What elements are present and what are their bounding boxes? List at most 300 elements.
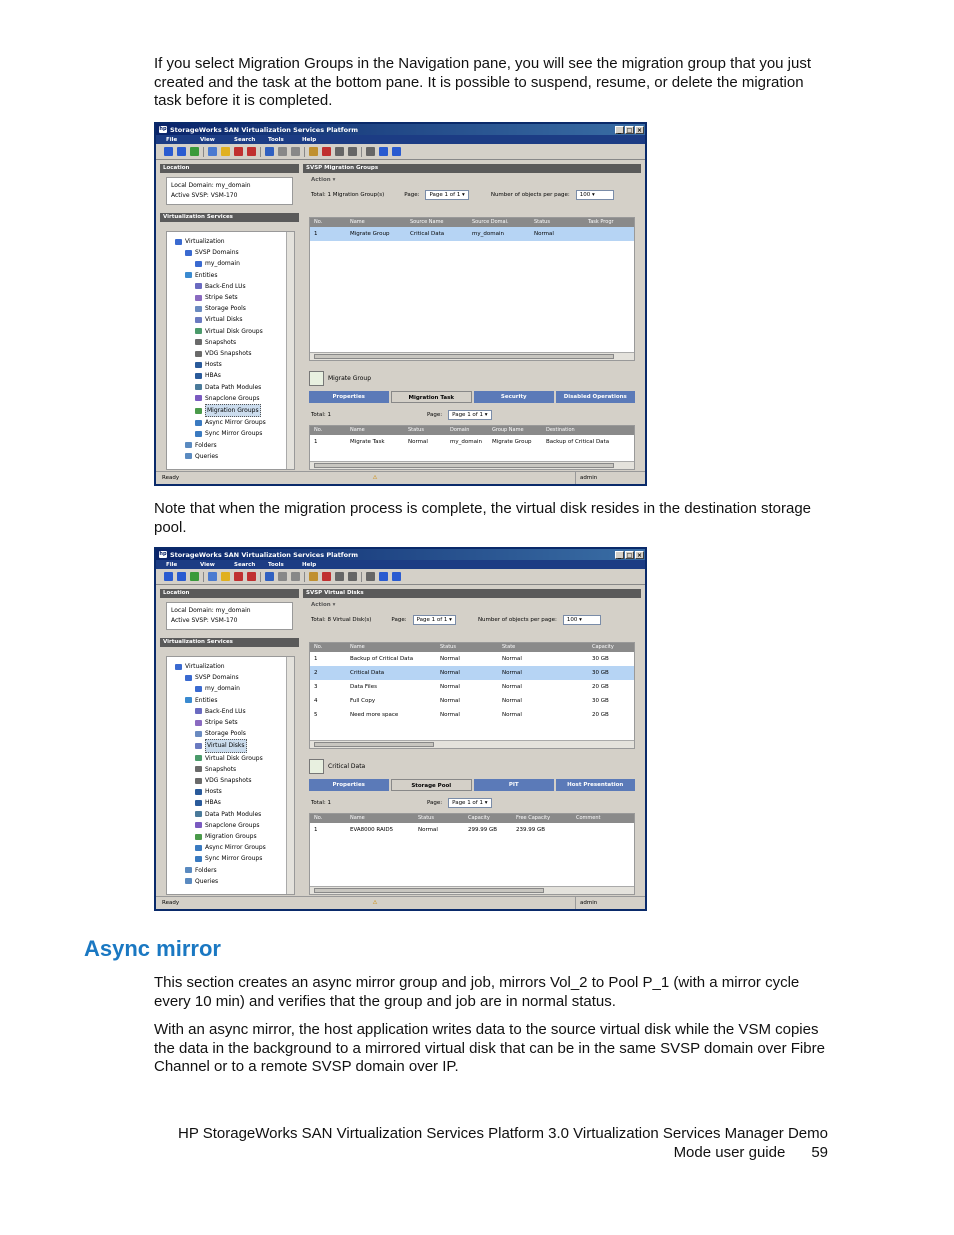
- tree-item[interactable]: [175, 661, 294, 672]
- tree-item[interactable]: [175, 775, 294, 786]
- page-label: Page:: [404, 192, 420, 198]
- per-page-select[interactable]: 100 ▾: [576, 190, 614, 200]
- toolbar-button-icon[interactable]: [309, 572, 318, 581]
- intro-paragraph: If you select Migration Groups in the Navigation pane, you will see the migration group that you just created and the task at the bottom pane. It is possible to suspend, resume, or delete the migration task before it is completed.: [154, 55, 812, 109]
- tree-node-icon: [195, 822, 202, 828]
- detail-title: [309, 371, 371, 386]
- screenshot-virtual-disks: [154, 547, 647, 911]
- virtualization-services-header: Virtualization Services: [160, 638, 299, 647]
- window-titlebar: [156, 549, 645, 560]
- warning-icon: ⚠: [372, 900, 378, 906]
- toolbar-button-icon[interactable]: [278, 572, 287, 581]
- table-cell: 1: [314, 656, 318, 662]
- column-header[interactable]: Name: [350, 427, 365, 433]
- tree-item-label: HBAs: [205, 372, 221, 380]
- column-header[interactable]: Group Name: [492, 427, 524, 433]
- per-page-select[interactable]: 100 ▾: [563, 615, 601, 625]
- tree-item-label: Data Path Modules: [205, 383, 262, 391]
- pager: [303, 187, 641, 203]
- menu-file[interactable]: File: [166, 136, 178, 143]
- navigation-tree: [166, 231, 295, 470]
- tab[interactable]: Migration Task: [391, 391, 473, 403]
- tree-item-label: Hosts: [205, 788, 222, 796]
- tab[interactable]: Storage Pool: [391, 779, 473, 791]
- tree-item[interactable]: [175, 404, 294, 417]
- tree-scrollbar[interactable]: [286, 232, 294, 469]
- tab[interactable]: Disabled Operations: [556, 391, 636, 403]
- column-header[interactable]: Domain: [450, 427, 470, 433]
- table-row[interactable]: [310, 666, 634, 680]
- tree-item-label: Stripe Sets: [205, 294, 238, 302]
- tree-item[interactable]: [175, 236, 294, 247]
- toolbar-button-icon[interactable]: [208, 147, 217, 156]
- tree-item[interactable]: [175, 842, 294, 853]
- tree-node-icon: [195, 731, 202, 737]
- table-cell: 1: [314, 439, 318, 445]
- column-header[interactable]: Capacity: [592, 644, 614, 650]
- toolbar-button-icon[interactable]: [164, 147, 173, 156]
- main-table: [309, 642, 635, 749]
- toolbar-separator: [304, 147, 305, 157]
- body-paragraph-2: With an async mirror, the host application writes data to the source virtual disk while the VSM copies the data in the background to a mirrored virtual disk that can be in the same SVSP domain over Fibre Channel or to a remote SVSP domain over IP.: [154, 1021, 825, 1075]
- window-titlebar: [156, 124, 645, 135]
- total-count: Total: 1 Migration Group(s): [311, 192, 385, 198]
- status-bar: [156, 471, 645, 484]
- table-cell: Normal: [418, 827, 438, 833]
- content-header: SVSP Migration Groups: [303, 164, 641, 173]
- toolbar-separator: [260, 572, 261, 582]
- tree-node-icon: [195, 766, 202, 772]
- page-footer: [128, 1124, 828, 1162]
- screenshot-migration-groups: [154, 122, 647, 486]
- table-cell: my_domain: [472, 231, 504, 237]
- menu-tools[interactable]: Tools: [268, 561, 284, 568]
- tree-item[interactable]: [175, 281, 294, 292]
- scroll-thumb[interactable]: [314, 742, 434, 747]
- page-select[interactable]: Page 1 of 1 ▾: [413, 615, 456, 625]
- table-cell: 299.99 GB: [468, 827, 498, 833]
- tree-item[interactable]: [175, 393, 294, 404]
- toolbar-button-icon[interactable]: [309, 147, 318, 156]
- sub-table: [309, 425, 635, 470]
- table-cell: Need more space: [350, 712, 399, 718]
- menu-help[interactable]: Help: [302, 561, 317, 568]
- toolbar-button-icon[interactable]: [291, 572, 300, 581]
- table-cell: Migrate Group: [350, 231, 390, 237]
- sub-table-row[interactable]: [310, 435, 634, 449]
- tree-item[interactable]: [175, 809, 294, 820]
- tree-item[interactable]: [175, 303, 294, 314]
- close-button[interactable]: ×: [636, 126, 643, 134]
- tree-item[interactable]: [175, 314, 294, 325]
- column-header[interactable]: No.: [314, 644, 323, 650]
- scroll-thumb[interactable]: [314, 888, 544, 893]
- sub-pager: [303, 795, 492, 811]
- tree-node-icon: [195, 384, 202, 390]
- toolbar: [156, 569, 645, 585]
- toolbar-button-icon[interactable]: [221, 147, 230, 156]
- detail-tabs: [309, 779, 635, 791]
- toolbar-button-icon[interactable]: [221, 572, 230, 581]
- tree-node-icon: [185, 272, 192, 278]
- tree-item[interactable]: [175, 270, 294, 281]
- tree-item[interactable]: [175, 739, 294, 752]
- column-header[interactable]: No.: [314, 427, 323, 433]
- menu-view[interactable]: View: [200, 561, 215, 568]
- action-menu[interactable]: Action ▾: [311, 177, 336, 183]
- tree-node-icon: [185, 867, 192, 873]
- scroll-thumb[interactable]: [314, 463, 614, 468]
- column-header[interactable]: Source Domai.: [472, 219, 509, 225]
- main-table: [309, 217, 635, 361]
- tree-item[interactable]: [175, 706, 294, 717]
- toolbar-button-icon[interactable]: [379, 147, 388, 156]
- menu-search[interactable]: Search: [234, 561, 256, 568]
- sub-pager: [303, 407, 492, 423]
- tree-node-icon: [195, 328, 202, 334]
- column-header[interactable]: State: [502, 644, 516, 650]
- tree-item-label: Snapshots: [205, 338, 237, 346]
- tree-item-label: VDG Snapshots: [205, 777, 252, 785]
- tree-item[interactable]: [175, 695, 294, 706]
- detail-object-icon: [309, 371, 324, 386]
- table-cell: Migrate Task: [350, 439, 385, 445]
- column-header[interactable]: Name: [350, 815, 365, 821]
- table-cell: [572, 823, 622, 837]
- tree-item-label: my_domain: [205, 260, 240, 268]
- tab[interactable]: Host Presentation: [556, 779, 636, 791]
- status-user: admin: [575, 897, 645, 909]
- footer-title-line2: Mode user guide: [673, 1144, 786, 1161]
- table-cell: Critical Data: [410, 231, 445, 237]
- tree-item-label: Hosts: [205, 361, 222, 369]
- table-cell: 20 GB: [592, 712, 609, 718]
- tree-item[interactable]: [175, 451, 294, 462]
- menu-tools[interactable]: Tools: [268, 136, 284, 143]
- sub-page-select[interactable]: Page 1 of 1 ▾: [448, 410, 491, 420]
- table-cell: Normal: [502, 670, 522, 676]
- tree-item[interactable]: [175, 359, 294, 370]
- tree-node-icon: [195, 283, 202, 289]
- detail-title: [309, 759, 365, 774]
- tree-item[interactable]: [175, 326, 294, 337]
- toolbar-button-icon[interactable]: [335, 147, 344, 156]
- table-cell: Backup of Critical Data: [350, 656, 414, 662]
- sub-table-row[interactable]: [310, 823, 634, 837]
- toolbar-button-icon[interactable]: [392, 147, 401, 156]
- table-cell: Normal: [534, 231, 554, 237]
- minimize-button[interactable]: _: [615, 551, 624, 559]
- maximize-button[interactable]: □: [626, 551, 633, 559]
- tab[interactable]: PIT: [474, 779, 554, 791]
- column-header[interactable]: Source Name: [410, 219, 444, 225]
- tree-item-label: Back-End LUs: [205, 707, 246, 715]
- tree-item[interactable]: [175, 247, 294, 258]
- tree-item-label: Virtual Disks: [205, 316, 243, 324]
- toolbar-separator: [203, 147, 204, 157]
- table-cell: Data Files: [350, 684, 377, 690]
- toolbar-button-icon[interactable]: [247, 572, 256, 581]
- location-box: [166, 177, 293, 205]
- column-header[interactable]: Task Progr: [588, 219, 614, 225]
- tab[interactable]: Properties: [309, 391, 389, 403]
- toolbar-button-icon[interactable]: [177, 147, 186, 156]
- detail-tabs: [309, 391, 635, 403]
- menu-file[interactable]: File: [166, 561, 178, 568]
- sub-table: [309, 813, 635, 895]
- toolbar-button-icon[interactable]: [278, 147, 287, 156]
- tree-item[interactable]: [175, 753, 294, 764]
- tree-item-label: Folders: [195, 441, 217, 449]
- toolbar-button-icon[interactable]: [366, 572, 375, 581]
- tree-item-label: Entities: [195, 271, 218, 279]
- tree-node-icon: [195, 351, 202, 357]
- sub-total: Total: 1: [311, 800, 331, 806]
- table-cell: 30 GB: [592, 656, 609, 662]
- tree-node-icon: [195, 295, 202, 301]
- menu-view[interactable]: View: [200, 136, 215, 143]
- toolbar-separator: [361, 572, 362, 582]
- table-cell: 3: [314, 684, 318, 690]
- tree-node-icon: [195, 306, 202, 312]
- toolbar-button-icon[interactable]: [348, 572, 357, 581]
- tree-item[interactable]: [175, 440, 294, 451]
- table-scrollbar[interactable]: [310, 740, 634, 748]
- tree-item-label: HBAs: [205, 799, 221, 807]
- location-header: Location: [160, 164, 299, 173]
- toolbar-button-icon[interactable]: [177, 572, 186, 581]
- location-box: [166, 602, 293, 630]
- toolbar-button-icon[interactable]: [322, 147, 331, 156]
- warning-icon: ⚠: [372, 475, 378, 481]
- tree-item[interactable]: [175, 876, 294, 887]
- hp-logo-icon: hp: [159, 126, 167, 132]
- toolbar-button-icon[interactable]: [322, 572, 331, 581]
- toolbar-separator: [361, 147, 362, 157]
- page-label: Page:: [391, 617, 407, 623]
- active-svsp: Active SVSP: VSM-170: [171, 192, 238, 199]
- column-header[interactable]: Capacity: [468, 815, 490, 821]
- toolbar-button-icon[interactable]: [190, 147, 199, 156]
- tree-node-icon: [185, 675, 192, 681]
- table-cell: Normal: [440, 656, 460, 662]
- menu-bar: [156, 135, 645, 144]
- table-cell: Normal: [440, 698, 460, 704]
- column-header[interactable]: No.: [314, 815, 323, 821]
- column-header[interactable]: Status: [408, 427, 424, 433]
- tree-item[interactable]: [175, 853, 294, 864]
- tree-item-label: Back-End LUs: [205, 282, 246, 290]
- tree-item[interactable]: [175, 865, 294, 876]
- table-cell: 30 GB: [592, 670, 609, 676]
- tree-item[interactable]: [175, 786, 294, 797]
- table-cell: Normal: [440, 712, 460, 718]
- column-header[interactable]: Destination: [546, 427, 575, 433]
- tab[interactable]: Properties: [309, 779, 389, 791]
- tree-item-label: Migration Groups: [205, 833, 257, 841]
- column-header[interactable]: Comment: [576, 815, 601, 821]
- tree-item-label: Queries: [195, 452, 219, 460]
- table-cell: Backup of Critical Data: [546, 439, 610, 445]
- tree-item[interactable]: [175, 370, 294, 381]
- sub-table-scrollbar[interactable]: [310, 886, 634, 894]
- toolbar-button-icon[interactable]: [234, 147, 243, 156]
- detail-title-label: Migrate Group: [328, 375, 372, 382]
- note-paragraph: Note that when the migration process is complete, the virtual disk resides in the destination storage pool.: [154, 500, 812, 536]
- tree-item-label: Virtual Disk Groups: [205, 327, 263, 335]
- menu-bar: [156, 560, 645, 569]
- table-row[interactable]: [310, 708, 634, 722]
- tree-item-label: Async Mirror Groups: [205, 844, 266, 852]
- content-pane: [303, 589, 641, 895]
- toolbar-button-icon[interactable]: [265, 572, 274, 581]
- sub-page-label: Page:: [426, 800, 443, 806]
- toolbar-button-icon[interactable]: [190, 572, 199, 581]
- tree-item[interactable]: [175, 672, 294, 683]
- status-bar: [156, 896, 645, 909]
- table-cell: Full Copy: [350, 698, 376, 704]
- pager: [303, 612, 641, 628]
- scroll-thumb[interactable]: [314, 354, 614, 359]
- tree-node-icon: [195, 800, 202, 806]
- tree-item[interactable]: [175, 717, 294, 728]
- toolbar-separator: [203, 572, 204, 582]
- table-row[interactable]: [310, 227, 634, 241]
- toolbar-button-icon[interactable]: [379, 572, 388, 581]
- active-svsp: Active SVSP: VSM-170: [171, 617, 238, 624]
- tree-item-label: VDG Snapshots: [205, 350, 252, 358]
- tree-item[interactable]: [175, 348, 294, 359]
- tree-node-icon: [195, 395, 202, 401]
- tree-item-label: Async Mirror Groups: [205, 419, 266, 427]
- footer-title-line1: HP StorageWorks SAN Virtualization Services Platform 3.0 Virtualization Services Manager Demo: [177, 1125, 828, 1142]
- table-cell: Normal: [408, 439, 428, 445]
- table-cell: 239.99 GB: [516, 827, 546, 833]
- table-cell: 4: [314, 698, 318, 704]
- tree-node-icon: [195, 778, 202, 784]
- maximize-button[interactable]: □: [626, 126, 633, 134]
- table-row[interactable]: [310, 680, 634, 694]
- toolbar-button-icon[interactable]: [265, 147, 274, 156]
- toolbar-button-icon[interactable]: [234, 572, 243, 581]
- table-scrollbar[interactable]: [310, 352, 634, 360]
- tree-item[interactable]: [175, 292, 294, 303]
- minimize-button[interactable]: _: [615, 126, 624, 134]
- tree-item[interactable]: [175, 258, 294, 269]
- sub-total: Total: 1: [311, 412, 331, 418]
- tree-item-label: Sync Mirror Groups: [205, 430, 263, 438]
- table-cell: Normal: [502, 656, 522, 662]
- table-header: [310, 218, 634, 227]
- toolbar-button-icon[interactable]: [164, 572, 173, 581]
- tree-item[interactable]: [175, 428, 294, 439]
- tree-item[interactable]: [175, 797, 294, 808]
- sub-page-label: Page:: [426, 412, 443, 418]
- tree-item-label: Virtual Disks: [205, 739, 247, 752]
- tree-item[interactable]: [175, 820, 294, 831]
- tree-node-icon: [185, 442, 192, 448]
- column-header[interactable]: Status: [534, 219, 550, 225]
- tree-item[interactable]: [175, 683, 294, 694]
- status-ready: Ready: [162, 900, 180, 906]
- column-header[interactable]: Status: [440, 644, 456, 650]
- tree-item-label: Folders: [195, 866, 217, 874]
- menu-search[interactable]: Search: [234, 136, 256, 143]
- table-cell: 2: [314, 670, 318, 676]
- detail-object-icon: [309, 759, 324, 774]
- column-header[interactable]: Free Capacity: [516, 815, 551, 821]
- tree-node-icon: [195, 431, 202, 437]
- table-cell: 1: [314, 231, 318, 237]
- tree-item[interactable]: [175, 764, 294, 775]
- tree-node-icon: [195, 743, 202, 749]
- column-header[interactable]: Status: [418, 815, 434, 821]
- table-cell: Critical Data: [350, 670, 385, 676]
- column-header[interactable]: Name: [350, 219, 365, 225]
- table-cell: my_domain: [450, 439, 482, 445]
- tree-scrollbar[interactable]: [286, 657, 294, 894]
- tree-node-icon: [195, 339, 202, 345]
- tree-node-icon: [195, 686, 202, 692]
- table-cell: 5: [314, 712, 318, 718]
- tree-item-label: Entities: [195, 696, 218, 704]
- tree-item[interactable]: [175, 728, 294, 739]
- table-row[interactable]: [310, 652, 634, 666]
- column-header[interactable]: Name: [350, 644, 365, 650]
- sub-page-select[interactable]: Page 1 of 1 ▾: [448, 798, 491, 808]
- toolbar-button-icon[interactable]: [366, 147, 375, 156]
- tree-node-icon: [195, 811, 202, 817]
- tree-node-icon: [195, 856, 202, 862]
- virtualization-services-header: Virtualization Services: [160, 213, 299, 222]
- toolbar-button-icon[interactable]: [348, 147, 357, 156]
- tree-item[interactable]: [175, 831, 294, 842]
- action-menu[interactable]: Action ▾: [311, 602, 336, 608]
- tree-node-icon: [185, 250, 192, 256]
- tree-item-label: Snapclone Groups: [205, 821, 260, 829]
- column-header[interactable]: No.: [314, 219, 323, 225]
- tree-item-label: Virtual Disk Groups: [205, 754, 263, 762]
- tree-node-icon: [195, 261, 202, 267]
- sub-table-header: [310, 426, 634, 435]
- toolbar-button-icon[interactable]: [392, 572, 401, 581]
- tree-item[interactable]: [175, 382, 294, 393]
- page-number: 59: [811, 1144, 828, 1161]
- toolbar-button-icon[interactable]: [335, 572, 344, 581]
- toolbar-separator: [260, 147, 261, 157]
- table-row[interactable]: [310, 694, 634, 708]
- body-paragraph-1: This section creates an async mirror group and job, mirrors Vol_2 to Pool P_1 (with a mirror cycle every 10 min) and verifies that the group and job are in normal status.: [154, 974, 800, 1010]
- tree-item[interactable]: [175, 337, 294, 348]
- tree-node-icon: [195, 317, 202, 323]
- sub-table-header: [310, 814, 634, 823]
- sub-table-scrollbar[interactable]: [310, 461, 634, 469]
- close-button[interactable]: ×: [636, 551, 643, 559]
- local-domain: Local Domain: my_domain: [171, 607, 251, 614]
- page-select[interactable]: Page 1 of 1 ▾: [425, 190, 468, 200]
- toolbar-button-icon[interactable]: [208, 572, 217, 581]
- toolbar-button-icon[interactable]: [247, 147, 256, 156]
- table-cell: EVA8000 RAID5: [350, 827, 394, 833]
- tree-item[interactable]: [175, 417, 294, 428]
- table-cell: Normal: [440, 670, 460, 676]
- per-page-label: Number of objects per page:: [490, 192, 570, 198]
- tree-item-label: SVSP Domains: [195, 674, 239, 682]
- tab[interactable]: Security: [474, 391, 554, 403]
- navigation-pane: [160, 589, 299, 895]
- menu-help[interactable]: Help: [302, 136, 317, 143]
- toolbar-button-icon[interactable]: [291, 147, 300, 156]
